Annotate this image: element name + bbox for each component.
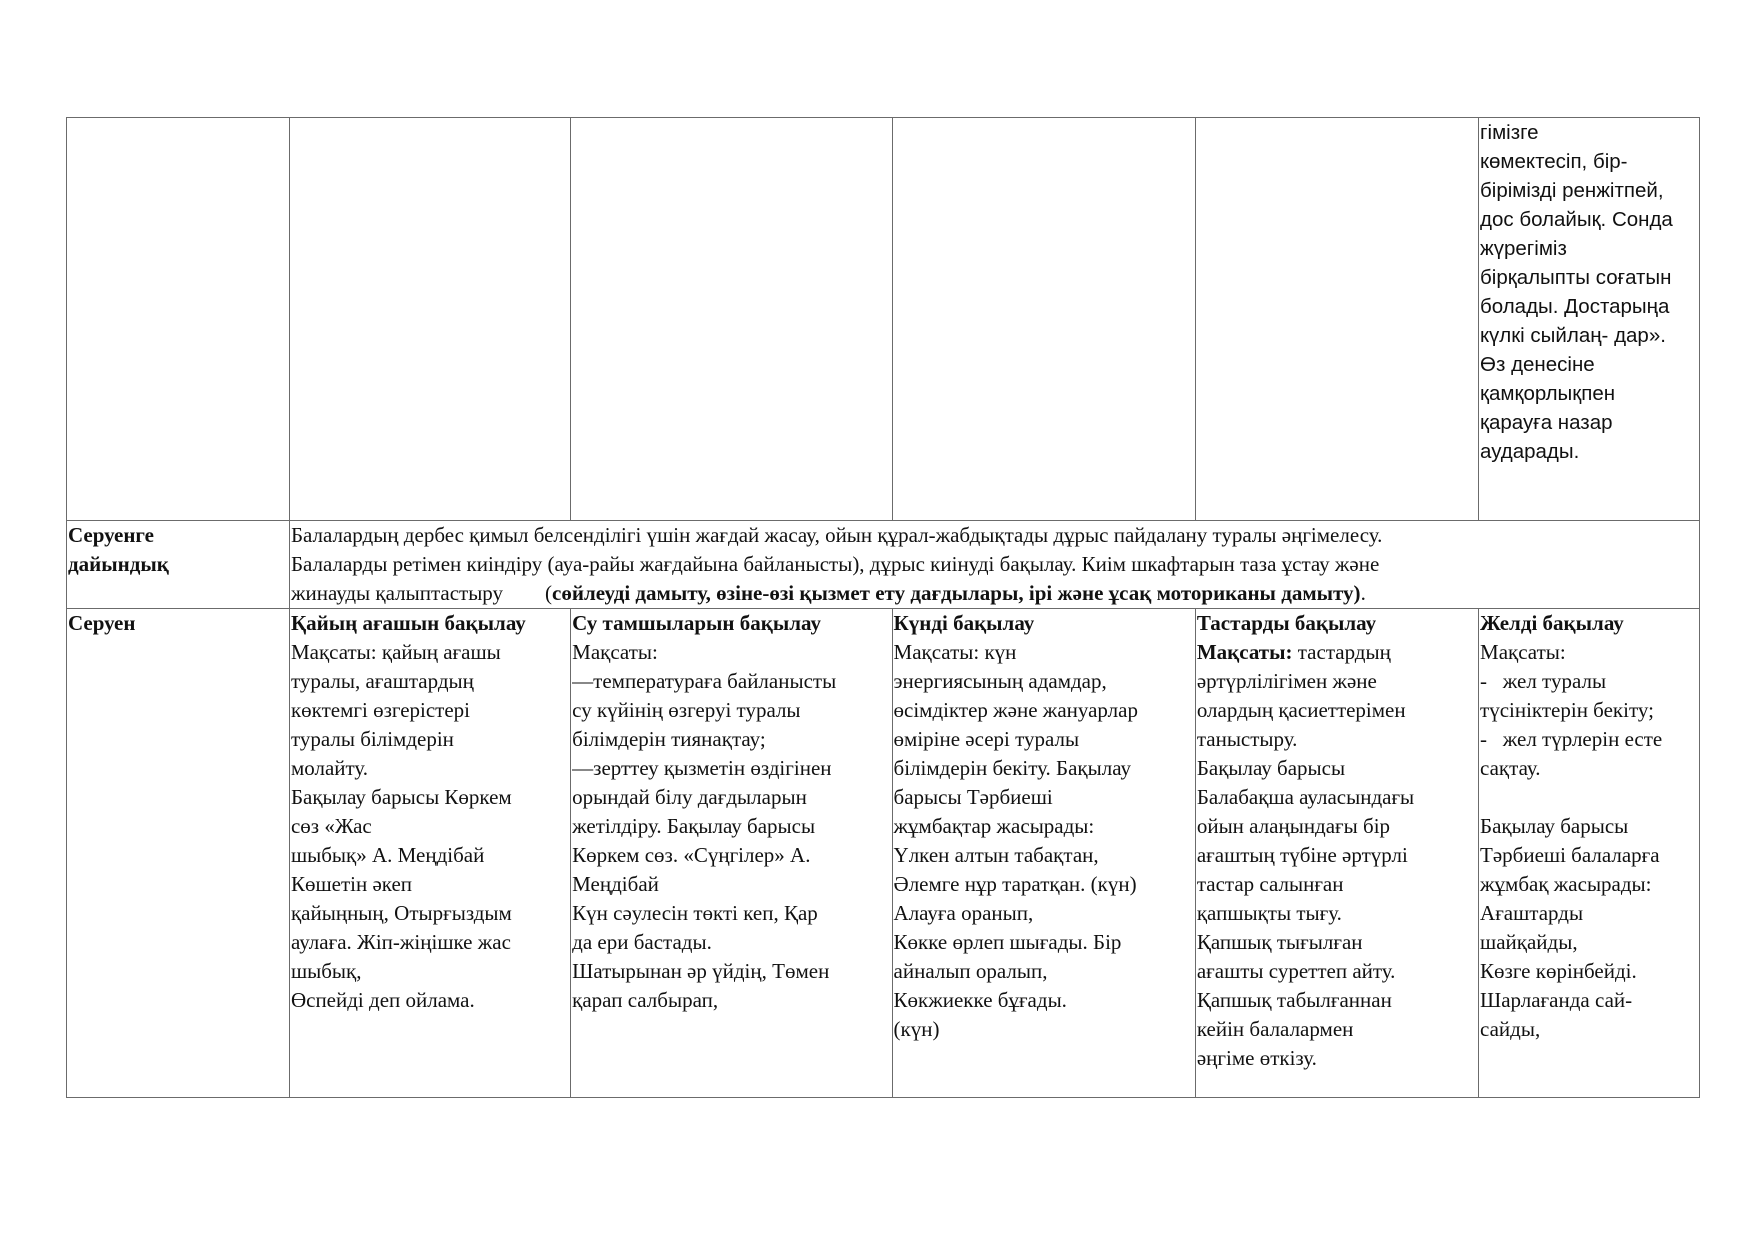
cell-empty <box>1195 118 1478 521</box>
text-line: сайды, <box>1480 1017 1541 1041</box>
text-line: Бақылау барысы <box>1196 756 1346 780</box>
table-row-walk <box>67 609 1700 1098</box>
cell-empty <box>571 118 892 521</box>
text-line: ағашты суреттеп айту. <box>1196 959 1396 983</box>
text-line: Шарлағанда сай- <box>1480 988 1633 1012</box>
text-line: энергиясының адамдар, <box>893 669 1107 693</box>
row-label-line: Серуенге <box>68 523 154 547</box>
cell-title: Су тамшыларын бақылау <box>572 611 821 635</box>
text-line: білімдерін тиянақтау; <box>572 727 766 751</box>
text-line: Тәрбиеші балаларға <box>1480 843 1660 867</box>
text-line: Балалардың дербес қимыл белсенділігі үшін жағдай жасау, ойын құрал-жабдықтады дұрыс пайдалану туралы әңгімелесу. <box>290 523 1383 547</box>
text-line: өсімдіктер және жануарлар <box>893 698 1138 722</box>
text-line: дос болайық. Сонда <box>1480 208 1673 231</box>
text-line: кейін балалармен <box>1196 1017 1354 1041</box>
text-line: Мақсаты: күн <box>893 640 1017 664</box>
text-line: бірімізді ренжітпей, <box>1480 179 1664 202</box>
cell-wind-observation <box>1479 609 1700 1098</box>
cell-title: Тастарды бақылау <box>1196 611 1377 635</box>
text-line: тастар салынған <box>1196 872 1344 896</box>
text-line: көктемгі өзгерістері <box>290 698 471 722</box>
text-line: олардың қасиеттерімен <box>1196 698 1406 722</box>
text-line: гімізге <box>1480 121 1539 144</box>
text-line: қамқорлықпен <box>1480 382 1616 405</box>
text-line: - жел туралы <box>1480 669 1607 693</box>
cell-stones-observation <box>1195 609 1478 1098</box>
text-line: Көзге көрінбейді. <box>1480 959 1637 983</box>
text-bold-skills: сөйлеуді дамыту, өзіне-өзі қызмет ету дағдылары, ірі және ұсақ моториканы дамыту) <box>552 581 1361 605</box>
text-line: Көкке өрлеп шығады. Бір <box>893 930 1122 954</box>
text-line: қапшықты тығу. <box>1196 901 1342 925</box>
text-line: ойын алаңындағы бір <box>1196 814 1391 838</box>
text-line: орындай білу дағдыларын <box>572 785 807 809</box>
text-line: сөз «Жас <box>290 814 372 838</box>
daily-plan-table <box>66 117 1700 1098</box>
cell-title: Күнді бақылау <box>893 611 1035 635</box>
cell-empty <box>892 118 1195 521</box>
text-line: Балабақша ауласындағы <box>1196 785 1415 809</box>
text-line: аулаға. Жіп-жіңішке жас <box>290 930 511 954</box>
cell-empty <box>67 118 290 521</box>
walk-preparation-text <box>289 521 1699 609</box>
goal-text: тастардың <box>1292 640 1391 664</box>
text-line: Алауға оранып, <box>893 901 1034 925</box>
text-line: таныстыру. <box>1196 727 1298 751</box>
row-label-line: Серуен <box>68 611 136 635</box>
text-line: шыбық» А. Меңдібай <box>290 843 485 867</box>
cell-continuation-text <box>1479 118 1700 521</box>
text-line: - жел түрлерін есте <box>1480 727 1663 751</box>
row-label-line: дайындық <box>68 552 169 576</box>
text-line: Меңдібай <box>572 872 659 896</box>
text-line: шыбық, <box>290 959 362 983</box>
text-line: —температураға байланысты <box>572 669 837 693</box>
text-line: жетілдіру. Бақылау барысы <box>572 814 816 838</box>
text-line: қайыңның, Отырғыздым <box>290 901 512 925</box>
text-line: түсініктерін бекіту; <box>1480 698 1654 722</box>
text-line: шайқайды, <box>1480 930 1578 954</box>
cell-empty <box>289 118 570 521</box>
text-plain: жинауды қалыптастыру ( <box>290 581 553 605</box>
text-line: Қапшық тығылған <box>1196 930 1363 954</box>
text-line <box>1480 783 1698 812</box>
text-line: әртүрлілігімен және <box>1196 669 1377 693</box>
text-line: ағаштың түбіне әртүрлі <box>1196 843 1408 867</box>
text-line: Қапшық табылғаннан <box>1196 988 1392 1012</box>
table-row-continuation <box>67 118 1700 521</box>
text-line: да ери бастады. <box>572 930 712 954</box>
text-line: көмектесіп, бір- <box>1480 150 1628 173</box>
text-line: Ағаштарды <box>1480 901 1584 925</box>
text-line: әңгіме өткізу. <box>1196 1046 1317 1070</box>
cell-birch-observation <box>289 609 570 1098</box>
row-label-walk <box>67 609 290 1098</box>
row-label-walk-preparation <box>67 521 290 609</box>
text-line: өміріне әсері туралы <box>893 727 1080 751</box>
text-line: бірқалыпты соғатын <box>1480 266 1672 289</box>
text-line: Бақылау барысы Көркем <box>290 785 512 809</box>
cell-title: Желді бақылау <box>1480 611 1624 635</box>
text-line: су күйінің өзгеруі туралы <box>572 698 801 722</box>
text-line: туралы, ағаштардың <box>290 669 474 693</box>
text-line: күлкі сыйлаң- дар». <box>1480 324 1666 347</box>
text-line: Көкжиекке бұғады. <box>893 988 1067 1012</box>
text-line: Өз денесіне <box>1480 353 1595 376</box>
text-line: Көшетін әкеп <box>290 872 413 896</box>
text-line: аударады. <box>1480 440 1580 463</box>
text-line: жұмбақтар жасырады: <box>893 814 1095 838</box>
text-line: Күн сәулесін төкті кеп, Қар <box>572 901 818 925</box>
cell-sun-observation <box>892 609 1195 1098</box>
text-line: Бақылау барысы <box>1480 814 1629 838</box>
text-line <box>1197 638 1477 667</box>
text-line: болады. Достарыңа <box>1480 295 1670 318</box>
table-row-walk-preparation <box>67 521 1700 609</box>
text-line: молайту. <box>290 756 369 780</box>
text-line: айналып оралып, <box>893 959 1048 983</box>
text-line: Балаларды ретімен киіндіру (ауа-райы жағдайына байланысты), дұрыс киінуді бақылау. Киім шкафтарын таза ұстау және <box>290 552 1380 576</box>
text-end: . <box>1360 581 1366 605</box>
text-line: жұмбақ жасырады: <box>1480 872 1652 896</box>
text-line <box>291 579 1698 608</box>
text-line: Әлемге нұр таратқан. (күн) <box>893 872 1137 896</box>
text-line: (күн) <box>893 1017 940 1041</box>
text-line: Көркем сөз. «Сүңгілер» А. <box>572 843 811 867</box>
text-line: қарап салбырап, <box>572 988 719 1012</box>
text-line: Үлкен алтын табақтан, <box>893 843 1099 867</box>
text-line: барысы Тәрбиеші <box>893 785 1053 809</box>
text-line: —зерттеу қызметін өздігінен <box>572 756 832 780</box>
text-line: сақтау. <box>1480 756 1541 780</box>
text-line: Шатырынан әр үйдің, Төмен <box>572 959 830 983</box>
text-line: қарауға назар <box>1480 411 1613 434</box>
cell-title: Қайың ағашын бақылау <box>290 611 526 635</box>
text-line: жүрегіміз <box>1480 237 1567 260</box>
cell-water-drops-observation <box>571 609 892 1098</box>
text-line: туралы білімдерін <box>290 727 454 751</box>
text-line: Мақсаты: қайың ағашы <box>290 640 501 664</box>
goal-label: Мақсаты: <box>1196 640 1293 664</box>
text-line: білімдерін бекіту. Бақылау <box>893 756 1131 780</box>
text-line: Мақсаты: <box>572 640 658 664</box>
text-line: Мақсаты: <box>1480 640 1566 664</box>
text-line: Өспейді деп ойлама. <box>290 988 475 1012</box>
